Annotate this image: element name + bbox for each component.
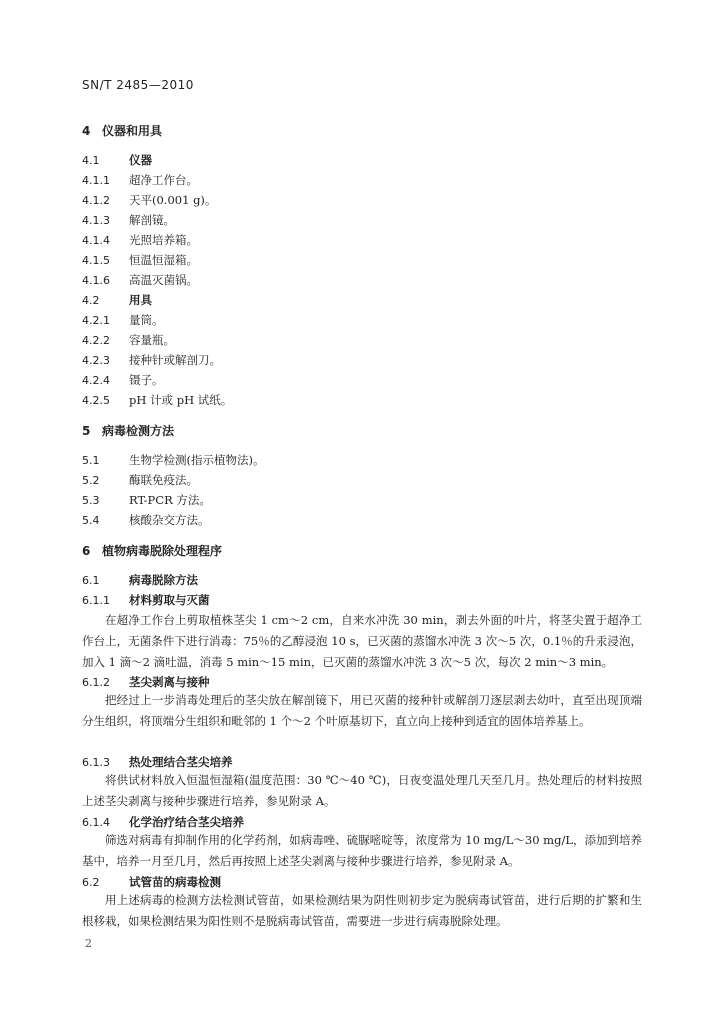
paragraph-6-1-4: 筛选对病毒有抑制作用的化学药剂，如病毒唑、硫脲嘧啶等，浓度常为 10 mg/L～30 mg/L，添加到培养基中，培养一月至几月，然后再按照上述茎尖剥离与接种步骤进行培养，参见附录 A。 <box>82 833 642 868</box>
section-6-heading <box>82 542 222 559</box>
item-4-2-3 <box>82 352 221 368</box>
item-number: 4.2.1 <box>82 314 110 327</box>
section-4-heading <box>82 122 162 139</box>
item-number: 5.1 <box>82 454 100 467</box>
item-text: 酶联免疫法。 <box>129 473 198 487</box>
item-4-1-2 <box>82 192 216 208</box>
item-4-2-4 <box>82 372 164 388</box>
section-6-2-heading <box>82 874 221 890</box>
item-number: 4.1.3 <box>82 214 110 227</box>
item-number: 4.1.1 <box>82 174 110 187</box>
item-text: 生物学检测(指示植物法)。 <box>129 453 265 467</box>
section-6-1-3-heading <box>82 754 233 770</box>
item-4-1-3 <box>82 212 175 228</box>
section-title: 茎尖剥离与接种 <box>129 675 210 689</box>
item-number: 4.1.5 <box>82 254 110 267</box>
section-6-1-2-heading <box>82 674 210 690</box>
section-number: 6.1.1 <box>82 594 110 607</box>
item-text: RT-PCR 方法。 <box>129 493 211 507</box>
paragraph-6-2: 用上述病毒的检测方法检测试管苗，如果检测结果为阴性则初步定为脱病毒试管苗，进行后期的扩繁和生根移栽，如果检测结果为阳性则不是脱病毒试管苗，需要进一步进行病毒脱除处理。 <box>82 893 642 928</box>
item-4-1-1 <box>82 172 198 188</box>
item-text: 恒温恒湿箱。 <box>129 253 198 267</box>
item-5-2 <box>82 472 198 488</box>
item-text: 解剖镜。 <box>129 213 175 227</box>
section-title: 病毒脱除方法 <box>129 573 198 587</box>
item-text: 镊子。 <box>129 373 164 387</box>
item-number: 5.3 <box>82 494 100 507</box>
item-5-1 <box>82 452 264 468</box>
paragraph-6-1-1: 在超净工作台上剪取植株茎尖 1 cm～2 cm，自来水冲洗 30 min，剥去外面的叶片，将茎尖置于超净工作台上，无菌条件下进行消毒：75％的乙醇浸泡 10 s，已灭菌的蒸馏水冲洗 3 次～5 次，0.1％的升汞浸泡，加入 1 滴～2 滴吐温，消毒 5 min～15 min，已灭菌的蒸馏水冲洗 3 次～5 次，每次 2 min～3 min。 <box>82 613 642 669</box>
section-4-2-heading <box>82 292 152 308</box>
section-5-heading <box>82 422 174 439</box>
section-title: 植物病毒脱除处理程序 <box>102 544 223 558</box>
item-number: 4.2.3 <box>82 354 110 367</box>
section-number: 4.1 <box>82 154 100 167</box>
item-4-1-4 <box>82 232 198 248</box>
section-number: 6.1 <box>82 574 100 587</box>
item-4-2-1 <box>82 312 164 328</box>
item-number: 4.2.5 <box>82 394 110 407</box>
item-5-4 <box>82 512 210 528</box>
item-text: 超净工作台。 <box>129 173 198 187</box>
section-number: 6 <box>82 544 91 558</box>
paragraph-6-1-3: 将供试材料放入恒温恒湿箱(温度范围：30 ℃～40 ℃)，日夜变温处理几天至几月。热处理后的材料按照上述茎尖剥离与接种步骤进行培养，参见附录 A。 <box>82 773 642 808</box>
section-title: 热处理结合茎尖培养 <box>129 755 233 769</box>
item-4-1-6 <box>82 272 198 288</box>
item-number: 5.4 <box>82 514 100 527</box>
item-text: pH 计或 pH 试纸。 <box>129 393 233 407</box>
item-number: 4.2.4 <box>82 374 110 387</box>
item-text: 容量瓶。 <box>129 333 175 347</box>
section-title: 材料剪取与灭菌 <box>129 593 210 607</box>
item-text: 量筒。 <box>129 313 164 327</box>
section-number: 5 <box>82 424 91 438</box>
section-title: 化学治疗结合茎尖培养 <box>129 815 244 829</box>
section-number: 6.1.3 <box>82 756 110 769</box>
document-header: SN/T 2485—2010 <box>82 78 194 92</box>
item-text: 高温灭菌锅。 <box>129 273 198 287</box>
section-title: 病毒检测方法 <box>102 424 175 438</box>
section-number: 6.1.4 <box>82 816 110 829</box>
item-number: 4.2.2 <box>82 334 110 347</box>
section-number: 6.2 <box>82 876 100 889</box>
section-title: 用具 <box>129 293 152 307</box>
item-text: 天平(0.001 g)。 <box>129 193 217 207</box>
section-title: 试管苗的病毒检测 <box>129 875 221 889</box>
section-4-1-heading <box>82 152 152 168</box>
item-number: 4.1.6 <box>82 274 110 287</box>
item-text: 核酸杂交方法。 <box>129 513 210 527</box>
item-4-2-2 <box>82 332 175 348</box>
section-number: 4 <box>82 124 91 138</box>
section-title: 仪器 <box>129 153 152 167</box>
section-title: 仪器和用具 <box>102 124 163 138</box>
page-number: 2 <box>85 937 92 950</box>
item-5-3 <box>82 492 211 508</box>
item-number: 4.1.4 <box>82 234 110 247</box>
section-6-1-heading <box>82 572 198 588</box>
item-text: 接种针或解剖刀。 <box>129 353 221 367</box>
section-number: 6.1.2 <box>82 676 110 689</box>
item-text: 光照培养箱。 <box>129 233 198 247</box>
item-4-1-5 <box>82 252 198 268</box>
section-number: 4.2 <box>82 294 100 307</box>
section-6-1-1-heading <box>82 592 210 608</box>
section-6-1-4-heading <box>82 814 244 830</box>
item-number: 4.1.2 <box>82 194 110 207</box>
item-number: 5.2 <box>82 474 100 487</box>
item-4-2-5 <box>82 392 232 408</box>
paragraph-6-1-2: 把经过上一步消毒处理后的茎尖放在解剖镜下，用已灭菌的接种针或解剖刀逐层剥去幼叶，直至出现顶端分生组织，将顶端分生组织和毗邻的 1 个～2 个叶原基切下，直立向上接种到适宜的固体培养基上。 <box>82 693 642 728</box>
